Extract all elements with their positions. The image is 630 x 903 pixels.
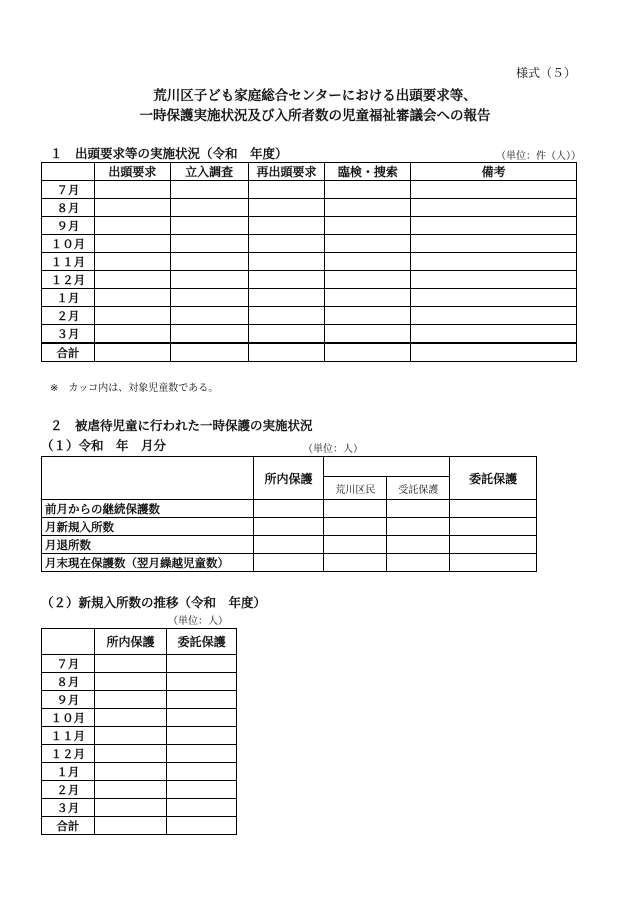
table-row (42, 727, 237, 745)
table-cell (94, 343, 170, 362)
sub2-header-cell: 所内保護 (94, 629, 167, 655)
table-cell (411, 253, 577, 271)
table-row (42, 253, 577, 271)
row-label: １２月 (42, 271, 95, 289)
table-cell (411, 217, 577, 235)
table-cell (170, 343, 248, 362)
sub2-header-cell (42, 629, 95, 655)
table-cell (170, 307, 248, 325)
table-cell (325, 217, 411, 235)
section1-header-cell: 再出頭要求 (248, 163, 325, 181)
table-cell (248, 343, 325, 362)
table-cell (411, 325, 577, 344)
table-cell (248, 289, 325, 307)
table-cell (170, 325, 248, 344)
table-cell (94, 271, 170, 289)
table-row (42, 217, 577, 235)
col-jutaku-header: 受託保護 (387, 477, 450, 500)
table-row (42, 181, 577, 199)
table-cell (248, 271, 325, 289)
table-cell (167, 763, 237, 781)
table-row (42, 709, 237, 727)
table-cell (248, 181, 325, 199)
table-cell (325, 307, 411, 325)
section1-header-cell: 備考 (411, 163, 577, 181)
row-label: １１月 (42, 253, 95, 271)
row-label: １０月 (42, 709, 95, 727)
table-cell (325, 253, 411, 271)
section2-sub1-unit: （単位：人） (303, 444, 363, 455)
form-number: 様式（５） (516, 66, 577, 80)
row-label: ９月 (42, 691, 95, 709)
table-cell (170, 235, 248, 253)
table-cell (170, 253, 248, 271)
section1-unit: （単位：件（人）） (496, 151, 581, 162)
table-cell (167, 691, 237, 709)
table-row (42, 289, 577, 307)
table-cell (325, 271, 411, 289)
section2-sub2-unit: （単位：人） (168, 616, 228, 627)
section2-heading: ２ 被虐待児童に行われた一時保護の実施状況 (50, 418, 313, 433)
table-cell (94, 655, 167, 673)
table-cell (325, 181, 411, 199)
table-row (42, 343, 577, 362)
table-cell (248, 235, 325, 253)
table-row (42, 781, 237, 799)
document-title-line2: 一時保護実施状況及び入所者数の児童福祉審議会への報告 (139, 108, 491, 124)
table-row (42, 325, 577, 344)
row-label: ９月 (42, 217, 95, 235)
row-label: 月新規入所数 (42, 518, 254, 536)
row-label: 合計 (42, 343, 95, 362)
table-cell (94, 709, 167, 727)
table-row (42, 235, 577, 253)
table-cell (325, 199, 411, 217)
row-label: ２月 (42, 307, 95, 325)
table-cell (167, 673, 237, 691)
table-cell (325, 235, 411, 253)
table-cell (94, 745, 167, 763)
row-label: 月末現在保護数（翌月繰越児童数） (42, 554, 254, 572)
table-cell (325, 325, 411, 344)
table-cell (94, 253, 170, 271)
table-cell (94, 673, 167, 691)
table-cell (94, 235, 170, 253)
section1-header-row (42, 163, 577, 181)
table-row (42, 817, 237, 835)
section2-sub1-heading: （１）令和 年 月分 (41, 438, 167, 453)
col-innai-header: 所内保護 (253, 457, 324, 500)
table-cell (94, 307, 170, 325)
row-label: ３月 (42, 325, 95, 344)
section2-sub1-table (41, 456, 537, 572)
table-cell (411, 181, 577, 199)
section2-sub2-header-row (42, 629, 237, 655)
table-row (42, 673, 237, 691)
table-cell (167, 817, 237, 835)
row-label: １月 (42, 289, 95, 307)
table-cell (167, 781, 237, 799)
table-cell (167, 727, 237, 745)
section1-heading: １ 出頭要求等の実施状況（令和 年度） (50, 146, 288, 161)
document-title-line1: 荒川区子ども家庭総合センターにおける出頭要求等、 (153, 88, 477, 104)
table-cell (167, 745, 237, 763)
table-cell (170, 271, 248, 289)
table-row (42, 271, 577, 289)
table-cell (411, 289, 577, 307)
row-label: ３月 (42, 799, 95, 817)
table-cell (94, 181, 170, 199)
table-cell (411, 199, 577, 217)
table-row (42, 536, 537, 554)
table-row (42, 745, 237, 763)
row-label: １１月 (42, 727, 95, 745)
table-cell (325, 289, 411, 307)
table-cell (170, 289, 248, 307)
section1-table (41, 162, 577, 362)
table-cell (248, 199, 325, 217)
table-cell (248, 325, 325, 344)
table-row (42, 655, 237, 673)
table-row (42, 554, 537, 572)
table-cell (170, 217, 248, 235)
section1-header-cell: 立入調査 (170, 163, 248, 181)
table-row (42, 199, 577, 217)
sub2-header-cell: 委託保護 (167, 629, 237, 655)
section1-header-cell (42, 163, 95, 181)
table-row (42, 518, 537, 536)
row-label: １月 (42, 763, 95, 781)
table-cell (167, 709, 237, 727)
row-label: ７月 (42, 655, 95, 673)
row-label: ８月 (42, 199, 95, 217)
table-cell (94, 217, 170, 235)
table-cell (94, 781, 167, 799)
table-cell (411, 235, 577, 253)
table-row (42, 500, 537, 518)
table-cell (94, 691, 167, 709)
table-cell (170, 199, 248, 217)
section1-note: ※ カッコ内は、対象児童数である。 (50, 383, 219, 394)
table-row (42, 763, 237, 781)
row-label: 合計 (42, 817, 95, 835)
section1-header-cell: 臨検・捜索 (325, 163, 411, 181)
header-spacer-cell (324, 457, 450, 477)
row-label: ２月 (42, 781, 95, 799)
table-row (42, 307, 577, 325)
table-row (42, 799, 237, 817)
table-cell (167, 799, 237, 817)
row-label: １０月 (42, 235, 95, 253)
section2-sub2-heading: （２）新規入所数の推移（令和 年度） (41, 595, 267, 610)
row-label: ８月 (42, 673, 95, 691)
table-cell (248, 253, 325, 271)
section2-sub2-table (41, 628, 237, 835)
table-cell (94, 817, 167, 835)
table-cell (411, 307, 577, 325)
row-label: 月退所数 (42, 536, 254, 554)
col-arakawa-header: 荒川区民 (324, 477, 387, 500)
row-label: １２月 (42, 745, 95, 763)
table-cell (411, 271, 577, 289)
table-cell (94, 727, 167, 745)
table-cell (94, 763, 167, 781)
table-cell (325, 343, 411, 362)
table-cell (167, 655, 237, 673)
section1-header-cell: 出頭要求 (94, 163, 170, 181)
table-cell (248, 307, 325, 325)
row-label: 前月からの継続保護数 (42, 500, 254, 518)
table-cell (411, 343, 577, 362)
table-cell (94, 799, 167, 817)
table-cell (94, 199, 170, 217)
table-cell (170, 181, 248, 199)
row-label: ７月 (42, 181, 95, 199)
header-blank-cell (42, 457, 254, 500)
table-cell (94, 289, 170, 307)
table-cell (248, 217, 325, 235)
table-row (42, 691, 237, 709)
table-cell (94, 325, 170, 344)
col-itaku-header: 委託保護 (450, 457, 537, 500)
